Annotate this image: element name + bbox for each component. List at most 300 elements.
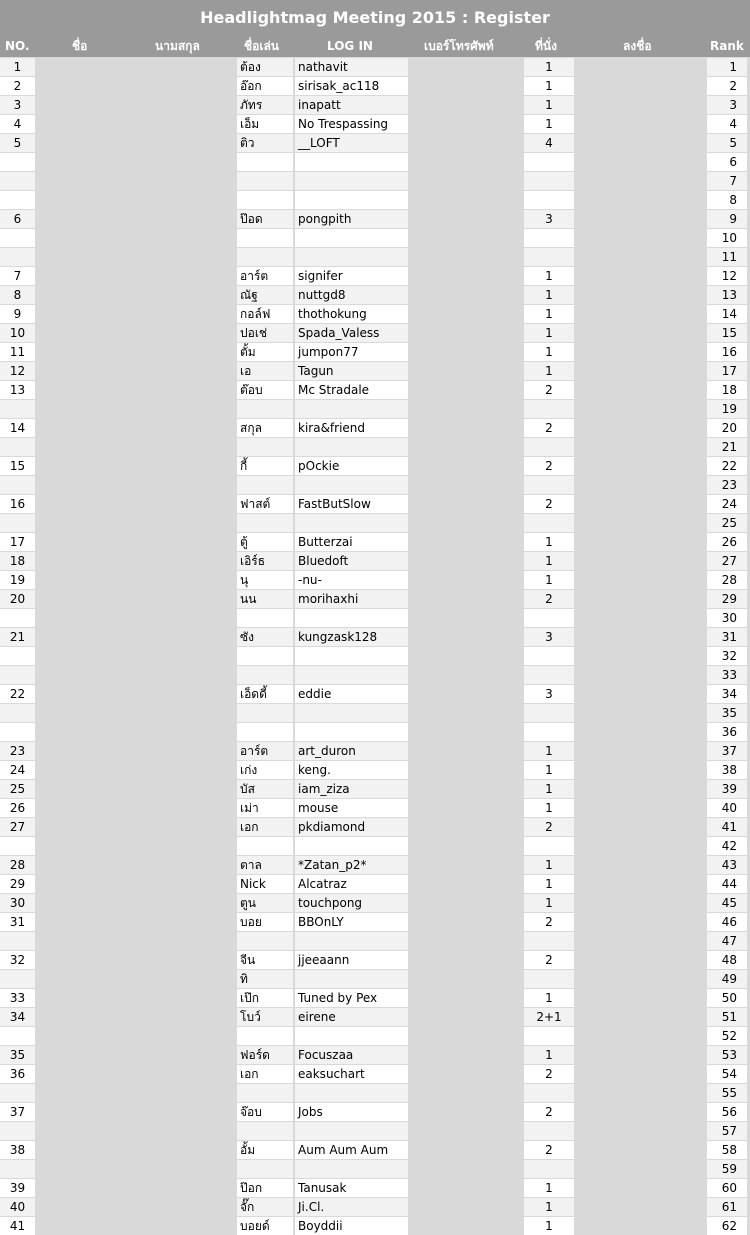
login-cell: eirene xyxy=(295,1008,408,1026)
no-cell: 23 xyxy=(0,742,35,760)
seats-cell: 1 xyxy=(524,58,574,76)
no-cell xyxy=(0,400,35,418)
no-cell: 9 xyxy=(0,305,35,323)
login-cell: inapatt xyxy=(295,96,408,114)
no-cell: 31 xyxy=(0,913,35,931)
login-cell xyxy=(295,476,408,494)
login-cell: BBOnLY xyxy=(295,913,408,931)
header-phone: เบอร์โทรศัพท์ xyxy=(424,39,494,53)
seats-cell xyxy=(524,1122,574,1140)
rank-cell: 48 xyxy=(707,951,747,969)
nickname-cell xyxy=(237,191,293,209)
seats-cell: 2 xyxy=(524,818,574,836)
no-cell xyxy=(0,932,35,950)
login-cell: Mc Stradale xyxy=(295,381,408,399)
login-cell: Focuszaa xyxy=(295,1046,408,1064)
rank-cell: 62 xyxy=(707,1217,747,1235)
nickname-cell: บัส xyxy=(237,780,293,798)
nickname-cell: ป๊อด xyxy=(237,210,293,228)
rank-cell: 40 xyxy=(707,799,747,817)
login-cell xyxy=(295,932,408,950)
no-cell: 7 xyxy=(0,267,35,285)
header-signature: ลงชื่อ xyxy=(623,39,652,53)
rank-cell: 23 xyxy=(707,476,747,494)
seats-cell: 1 xyxy=(524,875,574,893)
header-nickname: ชื่อเล่น xyxy=(244,39,280,53)
nickname-cell: เอก xyxy=(237,1065,293,1083)
nickname-cell: ต้อง xyxy=(237,58,293,76)
seats-cell: 2 xyxy=(524,1141,574,1159)
no-cell: 24 xyxy=(0,761,35,779)
nickname-cell: ติว xyxy=(237,134,293,152)
seats-cell xyxy=(524,229,574,247)
login-cell: kungzask128 xyxy=(295,628,408,646)
no-cell: 27 xyxy=(0,818,35,836)
login-cell xyxy=(295,229,408,247)
no-cell: 6 xyxy=(0,210,35,228)
no-cell: 26 xyxy=(0,799,35,817)
no-cell xyxy=(0,704,35,722)
seats-cell xyxy=(524,172,574,190)
no-cell xyxy=(0,248,35,266)
login-cell: jjeeaann xyxy=(295,951,408,969)
rank-cell: 21 xyxy=(707,438,747,456)
seats-cell: 1 xyxy=(524,533,574,551)
login-cell: sirisak_ac118 xyxy=(295,77,408,95)
rank-cell: 50 xyxy=(707,989,747,1007)
nickname-cell: เอ็ม xyxy=(237,115,293,133)
login-cell xyxy=(295,248,408,266)
rank-cell: 30 xyxy=(707,609,747,627)
seats-cell xyxy=(524,476,574,494)
login-cell: Bluedoft xyxy=(295,552,408,570)
rank-cell: 37 xyxy=(707,742,747,760)
rank-cell: 2 xyxy=(707,77,747,95)
nickname-cell: ตู้ xyxy=(237,533,293,551)
seats-cell xyxy=(524,438,574,456)
nickname-cell: เม่า xyxy=(237,799,293,817)
nickname-cell: อั้ม xyxy=(237,1141,293,1159)
login-cell xyxy=(295,514,408,532)
nickname-cell xyxy=(237,514,293,532)
seats-cell: 1 xyxy=(524,1046,574,1064)
seats-cell: 2 xyxy=(524,457,574,475)
no-cell: 18 xyxy=(0,552,35,570)
rank-cell: 38 xyxy=(707,761,747,779)
login-cell: Aum Aum Aum xyxy=(295,1141,408,1159)
login-cell: signifer xyxy=(295,267,408,285)
nickname-cell xyxy=(237,1027,293,1045)
login-cell: __LOFT xyxy=(295,134,408,152)
no-cell xyxy=(0,514,35,532)
seats-cell: 2 xyxy=(524,590,574,608)
seats-cell xyxy=(524,153,574,171)
rank-cell: 14 xyxy=(707,305,747,323)
login-cell xyxy=(295,1027,408,1045)
nickname-cell: เป๊ก xyxy=(237,989,293,1007)
no-cell: 17 xyxy=(0,533,35,551)
login-cell xyxy=(295,666,408,684)
seats-cell: 1 xyxy=(524,1217,574,1235)
no-cell: 39 xyxy=(0,1179,35,1197)
seats-cell: 2 xyxy=(524,495,574,513)
column-login xyxy=(295,57,408,1234)
seats-cell xyxy=(524,1084,574,1102)
seats-cell: 1 xyxy=(524,894,574,912)
seats-cell xyxy=(524,514,574,532)
seats-cell xyxy=(524,609,574,627)
no-cell xyxy=(0,609,35,627)
rank-cell: 29 xyxy=(707,590,747,608)
no-cell: 29 xyxy=(0,875,35,893)
no-cell: 13 xyxy=(0,381,35,399)
seats-cell xyxy=(524,970,574,988)
nickname-cell: โบว์ xyxy=(237,1008,293,1026)
login-cell: No Trespassing xyxy=(295,115,408,133)
nickname-cell xyxy=(237,400,293,418)
no-cell xyxy=(0,1160,35,1178)
login-cell: Ji.Cl. xyxy=(295,1198,408,1216)
seats-cell: 1 xyxy=(524,343,574,361)
no-cell: 33 xyxy=(0,989,35,1007)
seats-cell: 2 xyxy=(524,1065,574,1083)
header-rank: Rank xyxy=(710,39,744,53)
rank-cell: 57 xyxy=(707,1122,747,1140)
rank-cell: 52 xyxy=(707,1027,747,1045)
login-cell: eddie xyxy=(295,685,408,703)
login-cell: Spada_Valess xyxy=(295,324,408,342)
rank-cell: 44 xyxy=(707,875,747,893)
no-cell: 25 xyxy=(0,780,35,798)
rank-cell: 4 xyxy=(707,115,747,133)
nickname-cell: เอ xyxy=(237,362,293,380)
no-cell xyxy=(0,1027,35,1045)
seats-cell: 1 xyxy=(524,1198,574,1216)
rank-cell: 3 xyxy=(707,96,747,114)
seats-cell: 1 xyxy=(524,571,574,589)
nickname-cell: กอล์ฟ xyxy=(237,305,293,323)
seats-cell xyxy=(524,248,574,266)
nickname-cell: จีน xyxy=(237,951,293,969)
seats-cell: 1 xyxy=(524,96,574,114)
nickname-cell: สกุล xyxy=(237,419,293,437)
no-cell: 35 xyxy=(0,1046,35,1064)
nickname-cell: บอย xyxy=(237,913,293,931)
seats-cell: 1 xyxy=(524,115,574,133)
rank-cell: 61 xyxy=(707,1198,747,1216)
nickname-cell xyxy=(237,438,293,456)
no-cell: 36 xyxy=(0,1065,35,1083)
login-cell: morihaxhi xyxy=(295,590,408,608)
no-cell: 2 xyxy=(0,77,35,95)
login-cell: nathavit xyxy=(295,58,408,76)
nickname-cell: นุ xyxy=(237,571,293,589)
rank-cell: 39 xyxy=(707,780,747,798)
nickname-cell xyxy=(237,837,293,855)
nickname-cell: Nick xyxy=(237,875,293,893)
login-cell xyxy=(295,647,408,665)
no-cell xyxy=(0,1084,35,1102)
login-cell xyxy=(295,1084,408,1102)
nickname-cell: ตาล xyxy=(237,856,293,874)
no-cell xyxy=(0,970,35,988)
no-cell xyxy=(0,476,35,494)
nickname-cell xyxy=(237,476,293,494)
header-last-name: นามสกุล xyxy=(155,39,200,53)
nickname-cell xyxy=(237,1160,293,1178)
rank-cell: 1 xyxy=(707,58,747,76)
no-cell xyxy=(0,438,35,456)
seats-cell: 1 xyxy=(524,267,574,285)
rank-cell: 5 xyxy=(707,134,747,152)
column-nickname xyxy=(237,57,293,1234)
seats-cell: 1 xyxy=(524,856,574,874)
login-cell xyxy=(295,1122,408,1140)
seats-cell xyxy=(524,723,574,741)
login-cell: *Zatan_p2* xyxy=(295,856,408,874)
rank-cell: 36 xyxy=(707,723,747,741)
rank-cell: 46 xyxy=(707,913,747,931)
login-cell: thothokung xyxy=(295,305,408,323)
header-login: LOG IN xyxy=(327,39,373,53)
rank-cell: 6 xyxy=(707,153,747,171)
seats-cell: 1 xyxy=(524,742,574,760)
login-cell: Tagun xyxy=(295,362,408,380)
no-cell: 8 xyxy=(0,286,35,304)
nickname-cell: เก่ง xyxy=(237,761,293,779)
rank-cell: 56 xyxy=(707,1103,747,1121)
seats-cell: 1 xyxy=(524,780,574,798)
rank-cell: 8 xyxy=(707,191,747,209)
nickname-cell: อ๊อก xyxy=(237,77,293,95)
seats-cell: 1 xyxy=(524,761,574,779)
header-seats: ที่นั่ง xyxy=(535,39,557,53)
login-cell xyxy=(295,172,408,190)
seats-cell: 3 xyxy=(524,628,574,646)
rank-cell: 31 xyxy=(707,628,747,646)
seats-cell: 2 xyxy=(524,951,574,969)
nickname-cell: เอิร์ธ xyxy=(237,552,293,570)
seats-cell xyxy=(524,837,574,855)
header-no: NO. xyxy=(5,39,30,53)
rank-cell: 13 xyxy=(707,286,747,304)
no-cell: 28 xyxy=(0,856,35,874)
login-cell: nuttgd8 xyxy=(295,286,408,304)
column-seats xyxy=(524,57,574,1234)
login-cell: Boyddii xyxy=(295,1217,408,1235)
rank-cell: 27 xyxy=(707,552,747,570)
rank-cell: 51 xyxy=(707,1008,747,1026)
login-cell: Alcatraz xyxy=(295,875,408,893)
nickname-cell: กี้ xyxy=(237,457,293,475)
nickname-cell: เอก xyxy=(237,818,293,836)
nickname-cell xyxy=(237,229,293,247)
rank-cell: 11 xyxy=(707,248,747,266)
no-cell xyxy=(0,647,35,665)
rank-cell: 28 xyxy=(707,571,747,589)
login-cell xyxy=(295,438,408,456)
nickname-cell xyxy=(237,1084,293,1102)
nickname-cell: ณัฐ xyxy=(237,286,293,304)
seats-cell: 3 xyxy=(524,685,574,703)
nickname-cell xyxy=(237,248,293,266)
rank-cell: 17 xyxy=(707,362,747,380)
no-cell xyxy=(0,229,35,247)
nickname-cell: บอยด์ xyxy=(237,1217,293,1235)
nickname-cell xyxy=(237,609,293,627)
no-cell: 37 xyxy=(0,1103,35,1121)
no-cell: 22 xyxy=(0,685,35,703)
login-cell: Tanusak xyxy=(295,1179,408,1197)
nickname-cell: ตูน xyxy=(237,894,293,912)
no-cell xyxy=(0,1122,35,1140)
no-cell: 34 xyxy=(0,1008,35,1026)
column-no xyxy=(0,57,35,1234)
login-cell: mouse xyxy=(295,799,408,817)
rank-cell: 35 xyxy=(707,704,747,722)
rank-cell: 18 xyxy=(707,381,747,399)
login-cell: iam_ziza xyxy=(295,780,408,798)
nickname-cell: ปอเช่ xyxy=(237,324,293,342)
header-first-name: ชื่อ xyxy=(72,39,88,53)
no-cell: 30 xyxy=(0,894,35,912)
nickname-cell xyxy=(237,172,293,190)
login-cell: touchpong xyxy=(295,894,408,912)
nickname-cell xyxy=(237,647,293,665)
rank-cell: 42 xyxy=(707,837,747,855)
nickname-cell: ซัง xyxy=(237,628,293,646)
login-cell: FastButSlow xyxy=(295,495,408,513)
seats-cell: 1 xyxy=(524,305,574,323)
login-cell: kira&friend xyxy=(295,419,408,437)
seats-cell: 1 xyxy=(524,77,574,95)
nickname-cell: ฟอร์ด xyxy=(237,1046,293,1064)
rank-cell: 49 xyxy=(707,970,747,988)
seats-cell xyxy=(524,1160,574,1178)
rank-cell: 22 xyxy=(707,457,747,475)
rank-cell: 43 xyxy=(707,856,747,874)
login-cell: pOckie xyxy=(295,457,408,475)
rank-cell: 9 xyxy=(707,210,747,228)
sheet-title: Headlightmag Meeting 2015 : Register xyxy=(0,0,750,36)
no-cell: 21 xyxy=(0,628,35,646)
login-cell xyxy=(295,723,408,741)
no-cell xyxy=(0,723,35,741)
rank-cell: 15 xyxy=(707,324,747,342)
login-cell xyxy=(295,704,408,722)
nickname-cell xyxy=(237,153,293,171)
nickname-cell: จั๊ก xyxy=(237,1198,293,1216)
seats-cell: 1 xyxy=(524,799,574,817)
nickname-cell: ทิ xyxy=(237,970,293,988)
rank-cell: 41 xyxy=(707,818,747,836)
nickname-cell: ตั้ม xyxy=(237,343,293,361)
no-cell: 41 xyxy=(0,1217,35,1235)
rank-cell: 55 xyxy=(707,1084,747,1102)
nickname-cell: ต๊อบ xyxy=(237,381,293,399)
login-cell xyxy=(295,191,408,209)
no-cell xyxy=(0,666,35,684)
login-cell: Jobs xyxy=(295,1103,408,1121)
seats-cell: 2+1 xyxy=(524,1008,574,1026)
login-cell xyxy=(295,153,408,171)
rank-cell: 60 xyxy=(707,1179,747,1197)
seats-cell xyxy=(524,666,574,684)
nickname-cell xyxy=(237,932,293,950)
no-cell: 14 xyxy=(0,419,35,437)
rank-cell: 16 xyxy=(707,343,747,361)
no-cell xyxy=(0,837,35,855)
no-cell: 4 xyxy=(0,115,35,133)
login-cell: pongpith xyxy=(295,210,408,228)
no-cell: 40 xyxy=(0,1198,35,1216)
rank-cell: 34 xyxy=(707,685,747,703)
no-cell: 10 xyxy=(0,324,35,342)
rank-cell: 53 xyxy=(707,1046,747,1064)
seats-cell: 2 xyxy=(524,913,574,931)
no-cell: 3 xyxy=(0,96,35,114)
nickname-cell xyxy=(237,704,293,722)
no-cell: 12 xyxy=(0,362,35,380)
seats-cell: 3 xyxy=(524,210,574,228)
no-cell: 32 xyxy=(0,951,35,969)
seats-cell: 1 xyxy=(524,1179,574,1197)
nickname-cell: ภัทร xyxy=(237,96,293,114)
login-cell xyxy=(295,1160,408,1178)
seats-cell: 1 xyxy=(524,362,574,380)
rank-cell: 20 xyxy=(707,419,747,437)
nickname-cell xyxy=(237,723,293,741)
seats-cell: 2 xyxy=(524,1103,574,1121)
no-cell: 15 xyxy=(0,457,35,475)
no-cell: 19 xyxy=(0,571,35,589)
seats-cell xyxy=(524,647,574,665)
seats-cell: 1 xyxy=(524,286,574,304)
register-table xyxy=(0,57,750,1234)
seats-cell: 1 xyxy=(524,324,574,342)
rank-cell: 45 xyxy=(707,894,747,912)
login-cell: Butterzai xyxy=(295,533,408,551)
login-cell: -nu- xyxy=(295,571,408,589)
seats-cell: 4 xyxy=(524,134,574,152)
login-cell: art_duron xyxy=(295,742,408,760)
no-cell: 5 xyxy=(0,134,35,152)
rank-cell: 59 xyxy=(707,1160,747,1178)
column-rank xyxy=(707,57,747,1234)
login-cell xyxy=(295,970,408,988)
seats-cell xyxy=(524,400,574,418)
login-cell xyxy=(295,609,408,627)
nickname-cell: ฟาสต์ xyxy=(237,495,293,513)
no-cell xyxy=(0,153,35,171)
seats-cell xyxy=(524,932,574,950)
seats-cell xyxy=(524,191,574,209)
login-cell: Tuned by Pex xyxy=(295,989,408,1007)
login-cell: eaksuchart xyxy=(295,1065,408,1083)
rank-cell: 47 xyxy=(707,932,747,950)
rank-cell: 19 xyxy=(707,400,747,418)
login-cell: jumpon77 xyxy=(295,343,408,361)
seats-cell: 2 xyxy=(524,381,574,399)
rank-cell: 7 xyxy=(707,172,747,190)
nickname-cell: เอ็ดดี้ xyxy=(237,685,293,703)
seats-cell: 2 xyxy=(524,419,574,437)
rank-cell: 25 xyxy=(707,514,747,532)
no-cell: 1 xyxy=(0,58,35,76)
nickname-cell: ป๊อก xyxy=(237,1179,293,1197)
nickname-cell xyxy=(237,1122,293,1140)
login-cell: pkdiamond xyxy=(295,818,408,836)
